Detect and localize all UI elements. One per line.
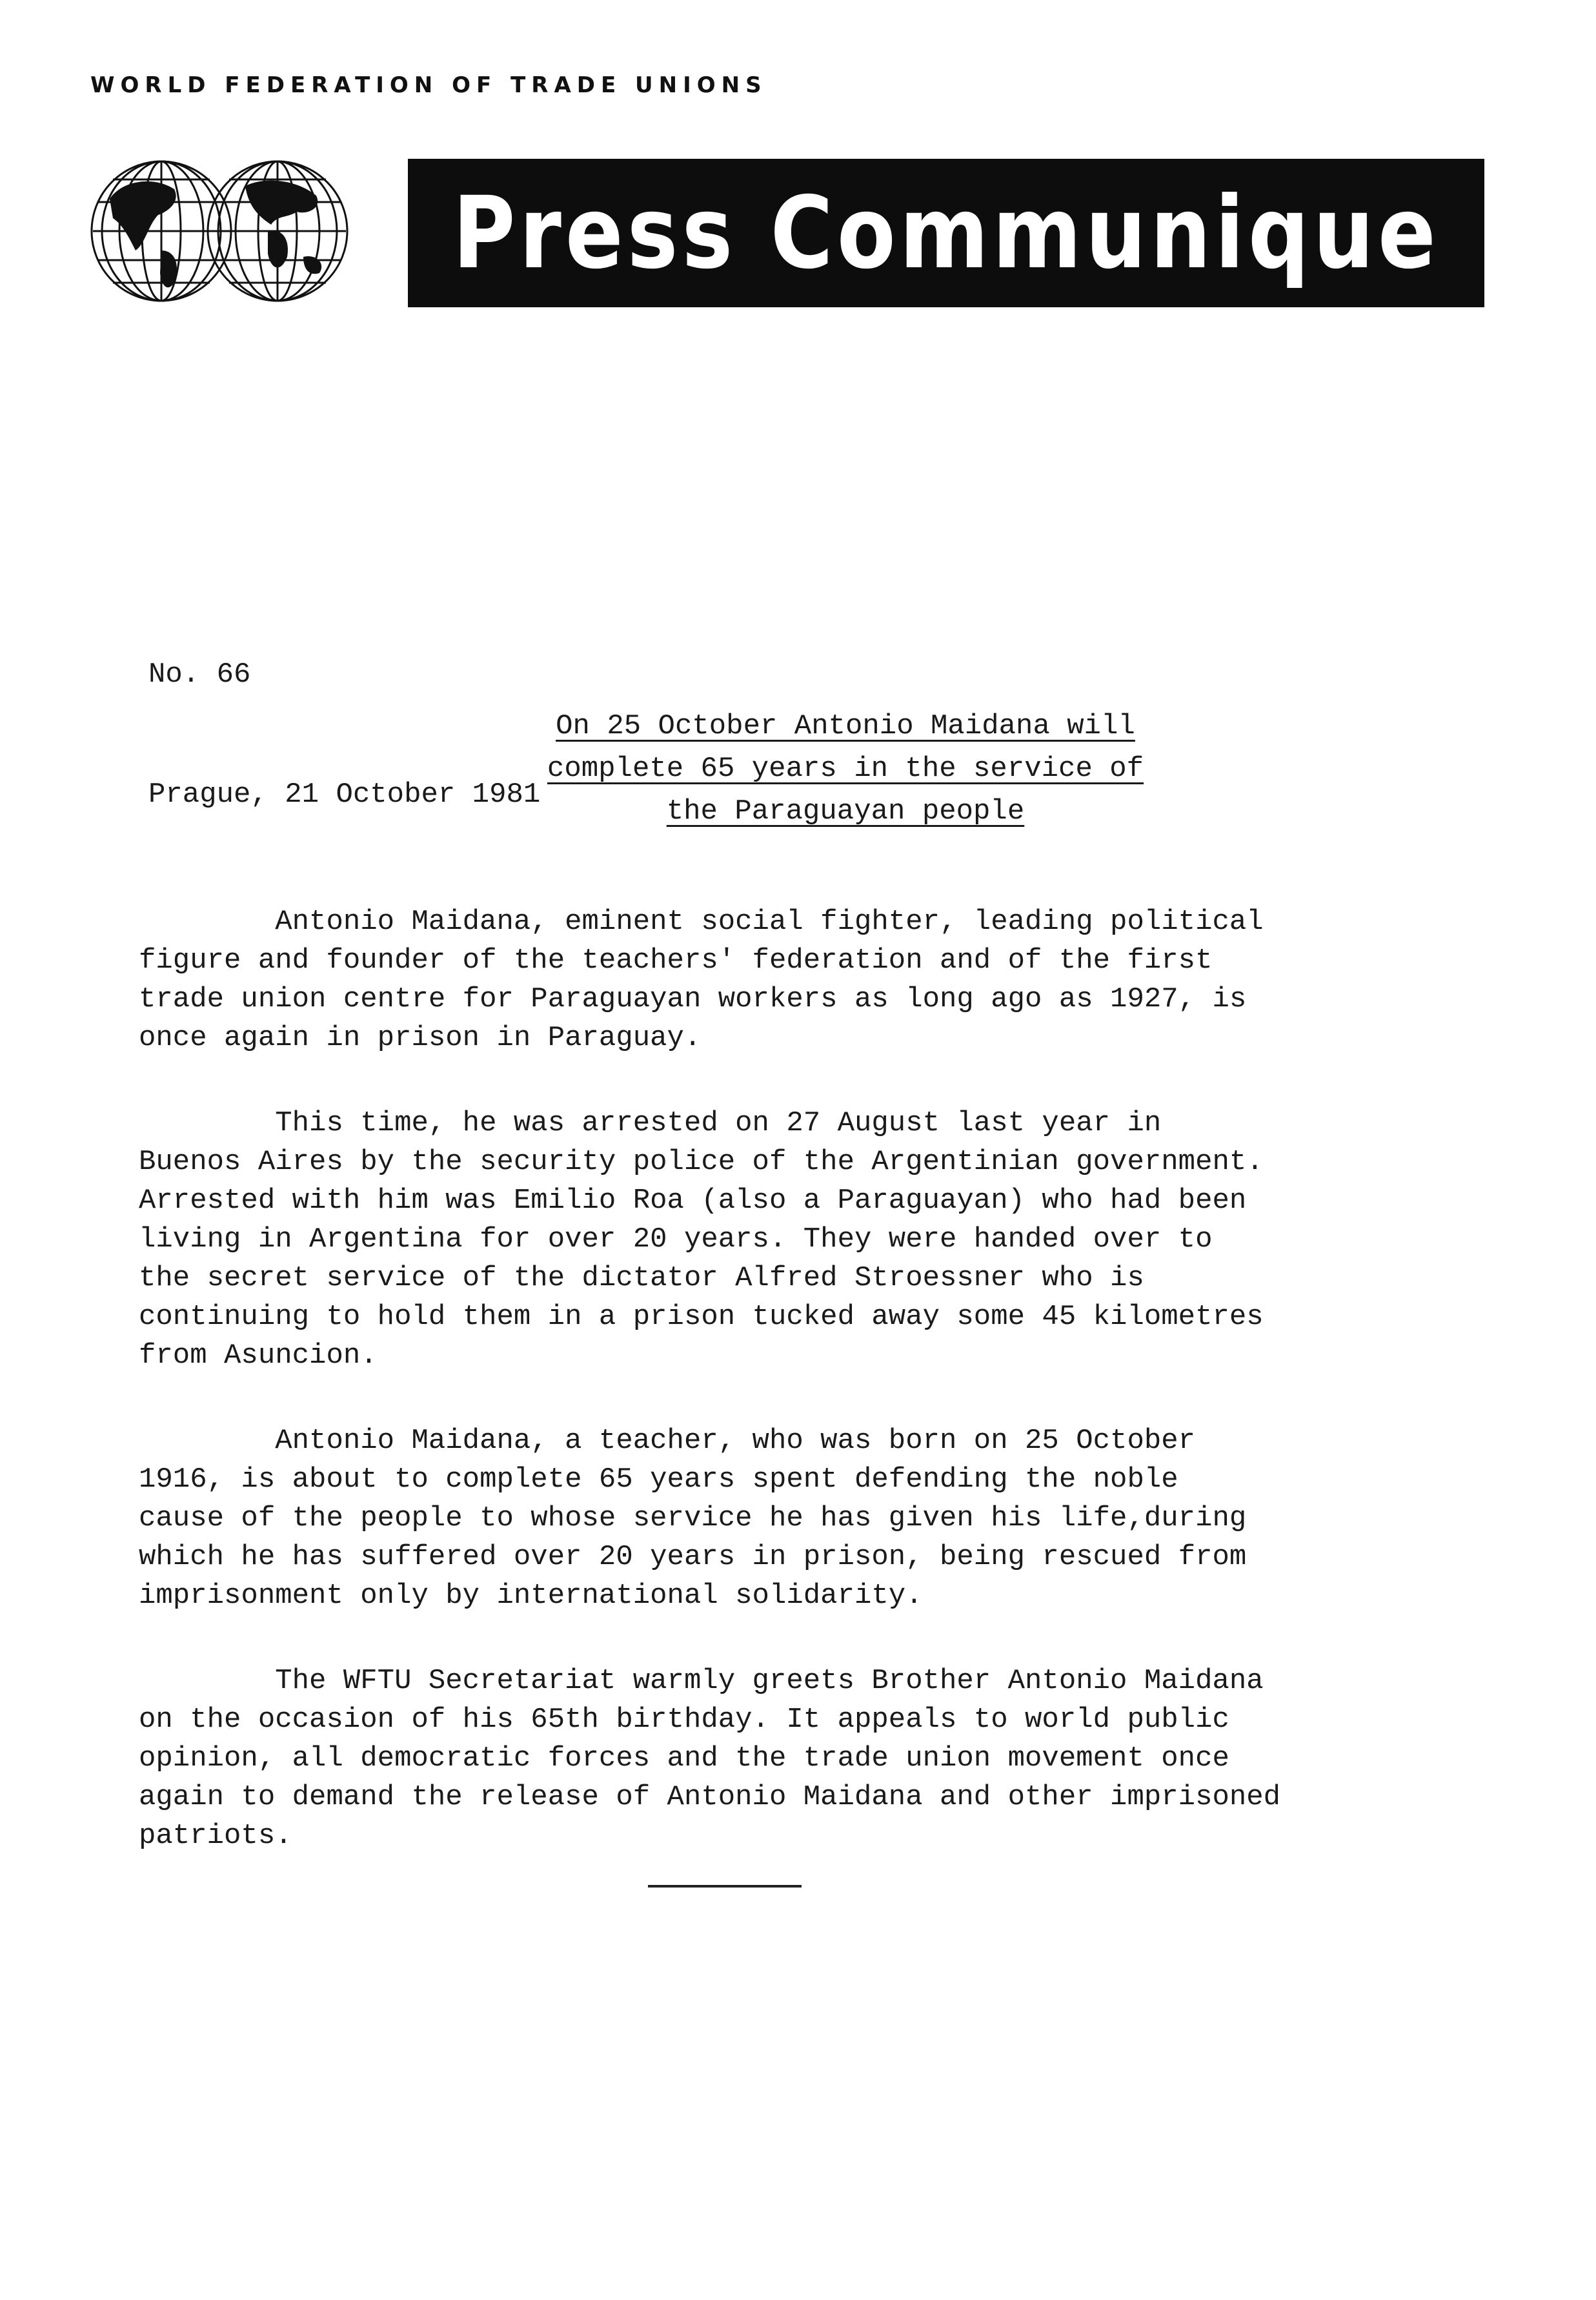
text-line: patriots. — [139, 1820, 292, 1852]
communique-number: No. 66 — [148, 658, 251, 691]
organization-name: WORLD FEDERATION OF TRADE UNIONS — [90, 72, 767, 98]
text-line: This time, he was arrested on 27 August last year in — [139, 1107, 1162, 1139]
headline-line: the Paraguayan people — [666, 795, 1025, 828]
paragraph — [139, 1421, 1494, 1615]
text-line: Arrested with him was Emilio Roa (also a Paraguayan) who had been — [139, 1185, 1247, 1217]
paragraph — [139, 1104, 1494, 1375]
text-line: again to demand the release of Antonio Maidana and other imprisoned — [139, 1781, 1281, 1813]
press-communique-banner — [408, 159, 1484, 307]
communique-meta — [148, 575, 540, 855]
twin-globes-icon — [84, 154, 355, 309]
text-line: cause of the people to whose service he has given his life,during — [139, 1502, 1247, 1534]
text-line: opinion, all democratic forces and the trade union movement once — [139, 1742, 1229, 1775]
text-line: Antonio Maidana, eminent social fighter, leading political — [139, 906, 1264, 938]
text-line: Buenos Aires by the security police of the Argentinian government. — [139, 1146, 1264, 1178]
closing-rule — [648, 1885, 802, 1888]
text-line: imprisonment only by international solidarity. — [139, 1580, 923, 1612]
article-body — [139, 902, 1494, 1902]
text-line: The WFTU Secretariat warmly greets Brother Antonio Maidana — [139, 1665, 1264, 1697]
text-line: which he has suffered over 20 years in prison, being rescued from — [139, 1541, 1247, 1573]
text-line: on the occasion of his 65th birthday. It appeals to world public — [139, 1704, 1229, 1736]
text-line: from Asuncion. — [139, 1339, 378, 1372]
text-line: the secret service of the dictator Alfred Stroessner who is — [139, 1262, 1144, 1294]
place-date: Prague, 21 October 1981 — [148, 779, 541, 811]
headline-line: complete 65 years in the service of — [547, 753, 1144, 785]
text-line: figure and founder of the teachers' federation and of the first — [139, 944, 1213, 977]
text-line: continuing to hold them in a prison tucked away some 45 kilometres — [139, 1301, 1264, 1333]
headline — [490, 705, 1200, 833]
paragraph — [139, 902, 1494, 1057]
text-line: once again in prison in Paraguay. — [139, 1022, 702, 1054]
paragraph — [139, 1662, 1494, 1855]
text-line: 1916, is about to complete 65 years spent defending the noble — [139, 1463, 1178, 1496]
text-line: living in Argentina for over 20 years. They were handed over to — [139, 1223, 1213, 1256]
text-line: Antonio Maidana, a teacher, who was born on 25 October — [139, 1425, 1196, 1457]
banner-title: Press Communique — [452, 175, 1440, 291]
text-line: trade union centre for Paraguayan workers as long ago as 1927, is — [139, 983, 1247, 1015]
headline-line: On 25 October Antonio Maidana will — [556, 710, 1135, 742]
